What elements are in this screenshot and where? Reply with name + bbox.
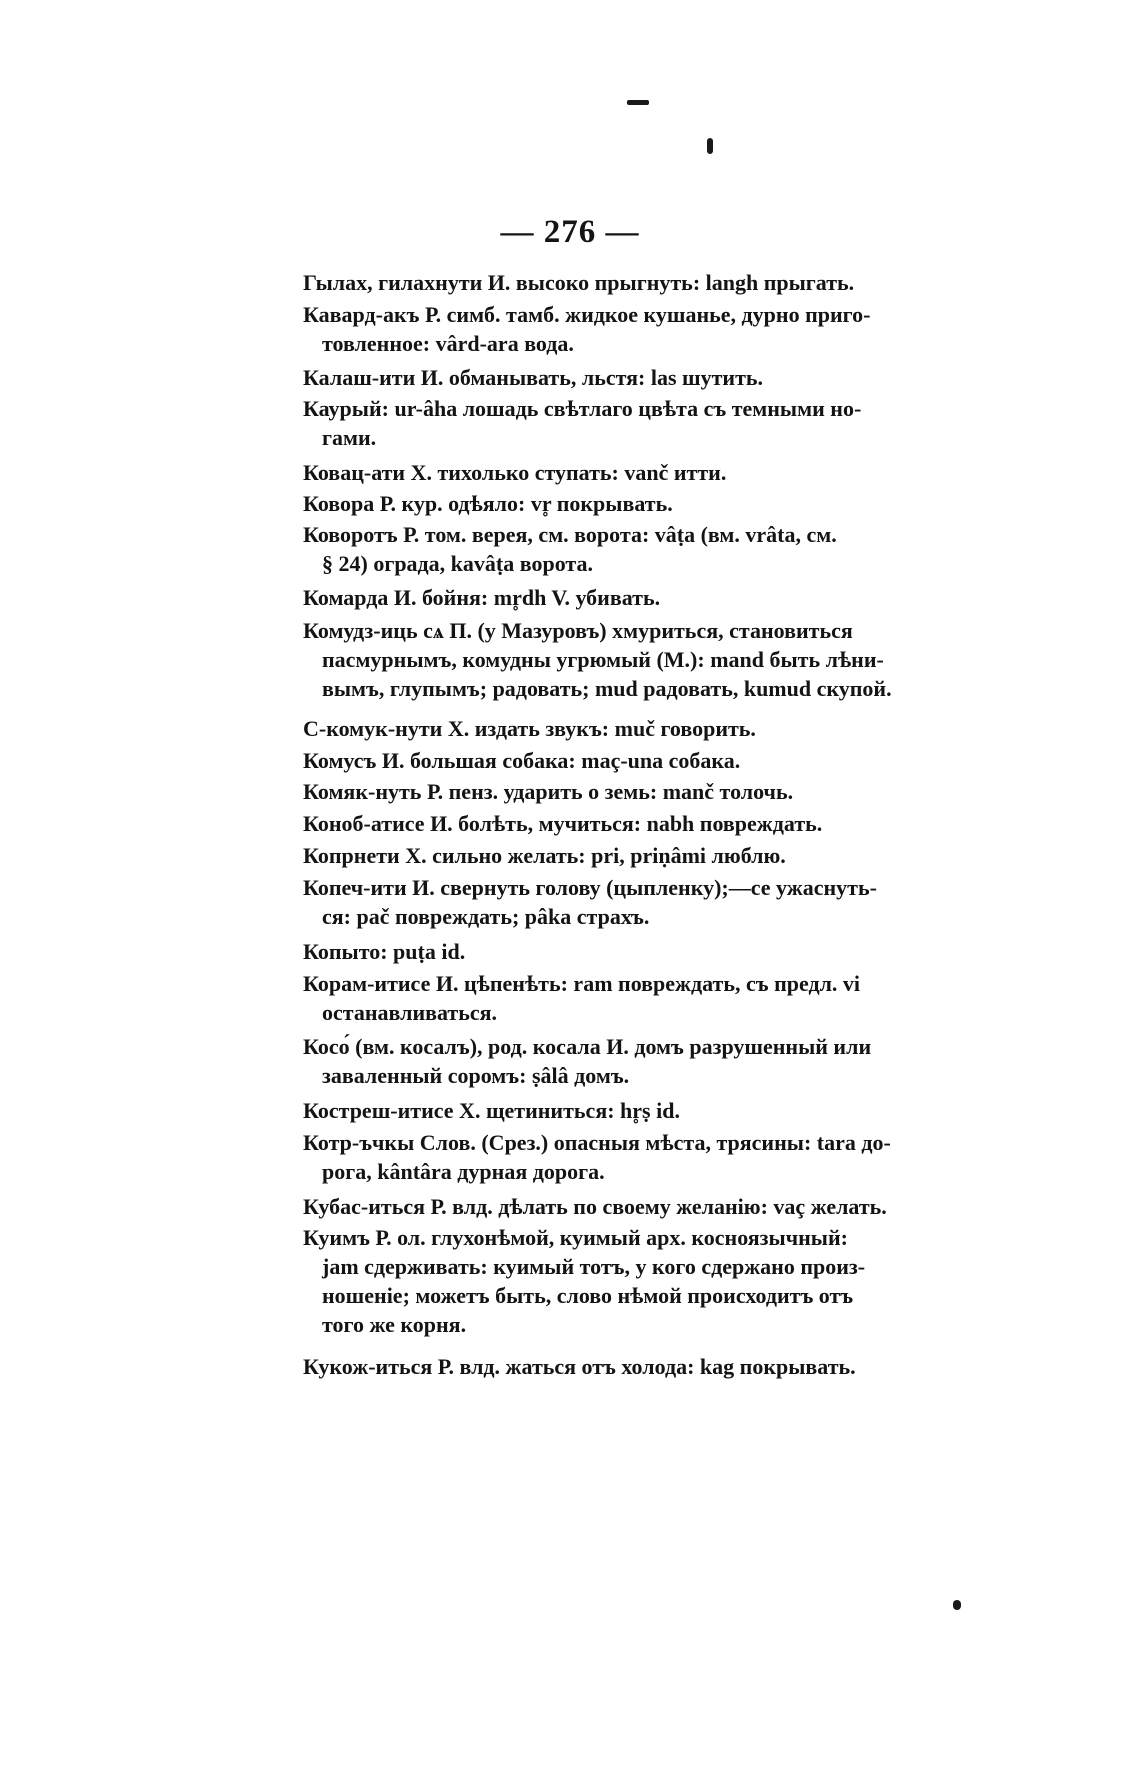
entry-headword-line: Ковора Р. кур. одѣяло: vr̥ покрывать. [303, 491, 673, 516]
entry-continuation-line: ся: pač повреждать; pâka страхъ. [322, 904, 650, 929]
entry-headword-line: Копыто: puṭa id. [303, 939, 466, 964]
entry-continuation-line: вымъ, глупымъ; радовать; mud радовать, kumud скупой. [322, 676, 892, 701]
ink-mark [627, 100, 649, 105]
entry-continuation-line: того же корня. [322, 1312, 467, 1337]
entry-headword-line: Корам-итисе И. цѣпенѣть: ram повреждать, съ предл. vi [303, 971, 861, 996]
entry-continuation-line: заваленный соромъ: ṣâlâ домъ. [322, 1063, 630, 1088]
entry-headword-line: Котр-ъчкы Слов. (Срез.) опасныя мѣста, трясины: tara до- [303, 1130, 891, 1155]
entry-headword-line: Кубас-иться Р. влд. дѣлать по своему желанію: vaç желать. [303, 1194, 887, 1219]
entry-headword-line: Комяк-нуть Р. пенз. ударить о земь: manč толочь. [303, 779, 794, 804]
entry-headword-line: Комусъ И. большая собака: maç-una собака. [303, 748, 741, 773]
entry-headword-line: Копеч-ити И. свернуть голову (цыпленку);—се ужаснуть- [303, 875, 877, 900]
entry-headword-line: Кавард-акъ Р. симб. тамб. жидкое кушанье, дурно приго- [303, 302, 871, 327]
ink-mark [953, 1600, 961, 1610]
entry-headword-line: Комудз-иць сѧ П. (у Мазуровъ) хмуриться, становиться [303, 618, 853, 643]
entry-headword-line: Коноб-атисе И. болѣть, мучиться: nabh повреждать. [303, 811, 823, 836]
entry-continuation-line: останавливаться. [322, 1000, 498, 1025]
entry-headword-line: Косо́ (вм. косалъ), род. косала И. домъ разрушенный или [303, 1034, 872, 1059]
entry-headword-line: Костреш-итисе X. щетиниться: hr̥ṣ id. [303, 1098, 680, 1123]
entry-headword-line: Ковац-ати X. тихолько ступать: vanč итти. [303, 460, 727, 485]
entry-headword-line: Комарда И. бойня: mr̥dh V. убивать. [303, 585, 661, 610]
entry-headword-line: Кукож-иться Р. влд. жаться отъ холода: kag покрывать. [303, 1354, 856, 1379]
page-number: — 276 — [500, 214, 640, 250]
entry-continuation-line: § 24) ограда, kavâṭa ворота. [322, 551, 593, 576]
entry-headword-line: С-комук-нути X. издать звукъ: muč говорить. [303, 716, 756, 741]
entry-headword-line: Куимъ Р. ол. глухонѣмой, куимый арх. косноязычный: [303, 1225, 848, 1250]
entry-headword-line: Копрнети X. сильно желать: pri, priṇâmi люблю. [303, 843, 786, 868]
entry-continuation-line: ношеніе; можетъ быть, слово нѣмой происходитъ отъ [322, 1283, 854, 1308]
entry-continuation-line: jam сдерживать: куимый тотъ, у кого сдержано произ- [322, 1254, 866, 1279]
entry-continuation-line: гами. [322, 425, 377, 450]
ink-mark [707, 138, 713, 154]
entry-headword-line: Калаш-ити И. обманывать, льстя: las шутить. [303, 365, 764, 390]
entry-continuation-line: товленное: vârd-ara вода. [322, 331, 574, 356]
entry-headword-line: Гылах, гилахнути И. высоко прыгнуть: langh прыгать. [303, 270, 855, 295]
entry-headword-line: Каурый: ur-âha лошадь свѣтлаго цвѣта съ темными но- [303, 396, 862, 421]
entry-headword-line: Коворотъ Р. том. верея, см. ворота: vâṭa (вм. vrâta, см. [303, 522, 837, 547]
entry-continuation-line: пасмурнымъ, комудны угрюмый (М.): mand быть лѣни- [322, 647, 884, 672]
entry-continuation-line: рога, kântâra дурная дорога. [322, 1159, 605, 1184]
